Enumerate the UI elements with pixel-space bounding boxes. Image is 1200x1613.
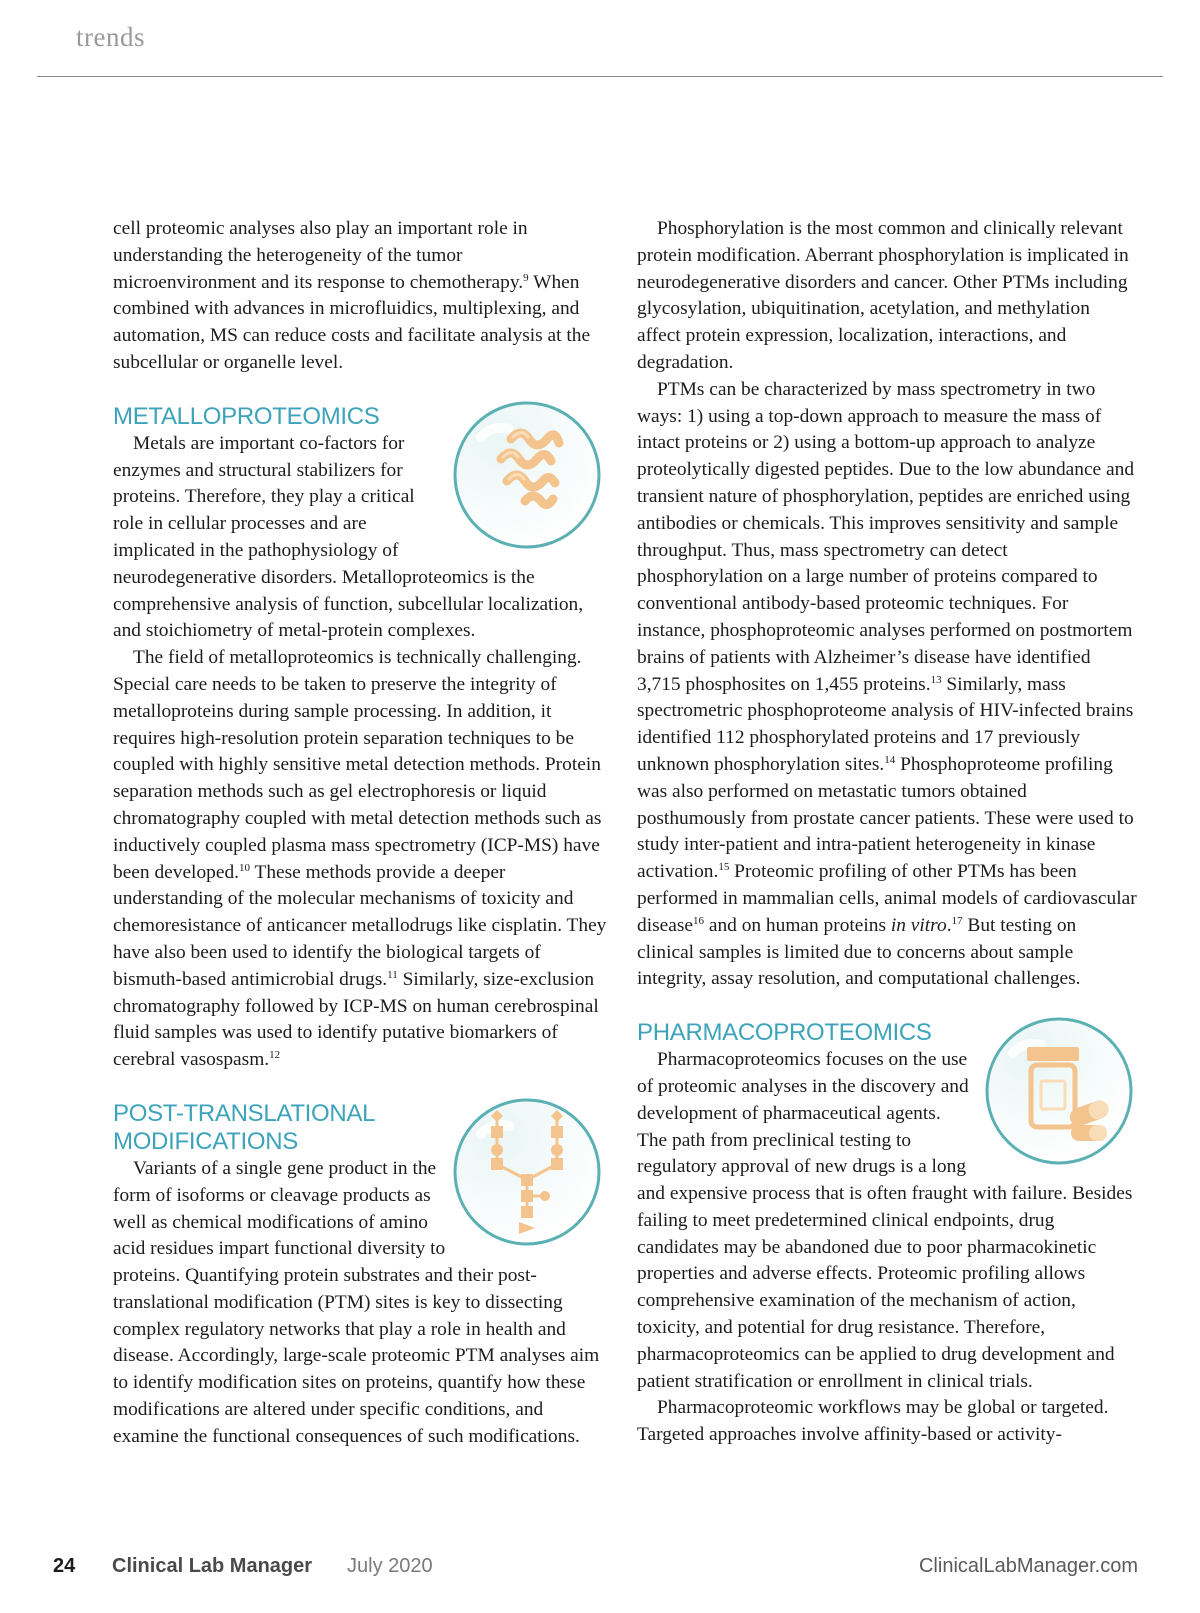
section-label: trends	[76, 22, 145, 52]
glycan-chain-icon	[431, 1094, 607, 1250]
intro-paragraph: cell proteomic analyses also play an important role in understanding the heterogeneity of the tumor microenvironment and its response to chemotherapy.$^9$ When combined with advances in microfluidics, multiplexing, and automation, MS can reduce costs and facilitate analysis at the subcellular or organelle level.	[113, 218, 591, 373]
page-footer	[0, 1555, 1200, 1595]
protein-helix-icon	[431, 397, 607, 555]
ptm-paragraph-1: Variants of a single gene product in the form of isoforms or cleavage products as well as chemical modifications of amino acid residues impart functional diversity to proteins. Quantifying protein substrates and their post-translational modification (PTM) sites is key to dissecting complex regulatory networks that play a role in health and disease. Accordingly, large-scale proteomic PTM analyses aim to identify modification sites on proteins, quantify how these modifications are altered under specific conditions, and examine the functional consequences of such modifications.	[113, 1157, 600, 1447]
phosphorylation-paragraph-1: Phosphorylation is the most common and clinically relevant protein modification. Aberrant phosphorylation is implicated in neurodegenerative disorders and cancer. Other PTMs including glycosylation, ubiquitination, acetylation, and methylation affect protein expression, localization, interactions, and degradation.	[637, 218, 1129, 373]
magazine-name: Clinical Lab Manager	[112, 1555, 313, 1577]
metallo-paragraph-1: Metals are important co-factors for enzymes and structural stabilizers for proteins. Therefore, they play a critical role in cellular processes and are implicated in the pathophysiology of neurodegenerative disorders. Metalloproteomics is the comprehensive analysis of function, subcellular localization, and stoichiometry of metal-protein complexes.	[113, 432, 584, 642]
pharmacoproteomics-heading: PHARMACOPROTEOMICS	[637, 1019, 932, 1047]
page-number: 24	[53, 1555, 76, 1577]
ref-15: 15	[718, 861, 730, 874]
ref-16: 16	[693, 914, 704, 927]
metallo-paragraph-2: The field of metalloproteomics is technically challenging. Special care needs to be taken to preserve the integrity of metalloproteins during sample processing. In addition, it requires high-resolution protein separation techniques to be coupled with highly sensitive metal detection methods. Protein separation methods such as gel electrophoresis or liquid chromatography coupled with metal detection methods such as inductively coupled plasma mass spectrometry (ICP-MS) have been developed.$^{10}$ These methods provide a deeper understanding of the molecular mechanisms of toxicity and chemoresistance of anticancer metallodrugs like cisplatin. They have also been used to identify the biological targets of bismuth-based antimicrobial drugs.$^{11}$ Similarly, size-exclusion chromatography followed by ICP-MS on human cerebrospinal fluid samples was used to identify putative biomarkers of cerebral vasospasm.$^{12}$	[113, 647, 607, 1071]
right-column	[637, 216, 1137, 1449]
in-vitro-italic: in vitro	[890, 914, 947, 936]
pharma-paragraph-2: Pharmacoproteomic workflows may be global or targeted. Targeted approaches involve affinity-based or activity-	[637, 1397, 1109, 1446]
phosphorylation-paragraph-2: PTMs can be characterized by mass spectrometry in two ways: 1) using a top-down approach to measure the mass of intact proteins or 2) using a bottom-up approach to analyze proteolytically digested peptides. Due to the low abundance and transient nature of phosphorylation, peptides are enriched using antibodies or chemicals. This improves sensitivity and sample throughput. Thus, mass spectrometry can detect phosphorylation on a large number of proteins compared to conventional antibody-based proteomic techniques. For instance, phosphoproteomic analyses performed on postmortem brains of patients with Alzheimer’s disease have identified 3,715 phosphosites on 1,455 proteins.$^{13}$ Similarly, mass spectrometric phosphoproteome analysis of HIV-infected brains identified 112 phosphorylated proteins and 17 previously unknown phosphorylation sites.$^{14}$ Phosphoproteome profiling was also performed on metastatic tumors obtained posthumously from prostate cancer patients. These were used to study inter-patient and intra-patient heterogeneity in kinase activation.$^{15}$ Proteomic profiling of other PTMs has been performed in mammalian cells, animal models of cardiovascular disease$^{16}$ and on human proteins in vitro.$^{17}$ But testing on clinical samples is limited due to concerns about sample integrity, assay resolution, and computational challenges.	[637, 378, 1137, 990]
ref-11: 11	[387, 968, 398, 981]
metalloproteomics-heading: METALLOPROTEOMICS	[113, 402, 380, 430]
ref-13: 13	[930, 673, 942, 686]
pill-bottle-icon	[969, 1013, 1137, 1169]
ref-12: 12	[269, 1049, 281, 1062]
website-link[interactable]: ClinicalLabManager.com	[918, 1555, 1138, 1577]
ref-14: 14	[884, 753, 896, 766]
header-rule	[37, 76, 1163, 77]
issue-date: July 2020	[347, 1555, 433, 1577]
left-column	[113, 216, 607, 1451]
ref-10: 10	[238, 861, 250, 874]
ptm-heading: POST-TRANSLATIONAL MODIFICATIONS	[113, 1099, 376, 1155]
ref-17: 17	[951, 914, 963, 927]
pharma-paragraph-1: Pharmacoproteomics focuses on the use of proteomic analyses in the discovery and development of pharmaceutical agents. The path from preclinical testing to regulatory approval of new drugs is a long and expensive process that is often fraught with failure. Besides failing to meet predetermined clinical endpoints, drug candidates may be abandoned due to poor pharmacokinetic properties and adverse effects. Proteomic profiling allows comprehensive examination of the mechanism of action, toxicity, and potential for drug resistance. Therefore, pharmacoproteomics can be applied to drug development and patient stratification or enrollment in clinical trials.	[637, 1049, 1133, 1392]
ref-9: 9	[523, 271, 529, 284]
